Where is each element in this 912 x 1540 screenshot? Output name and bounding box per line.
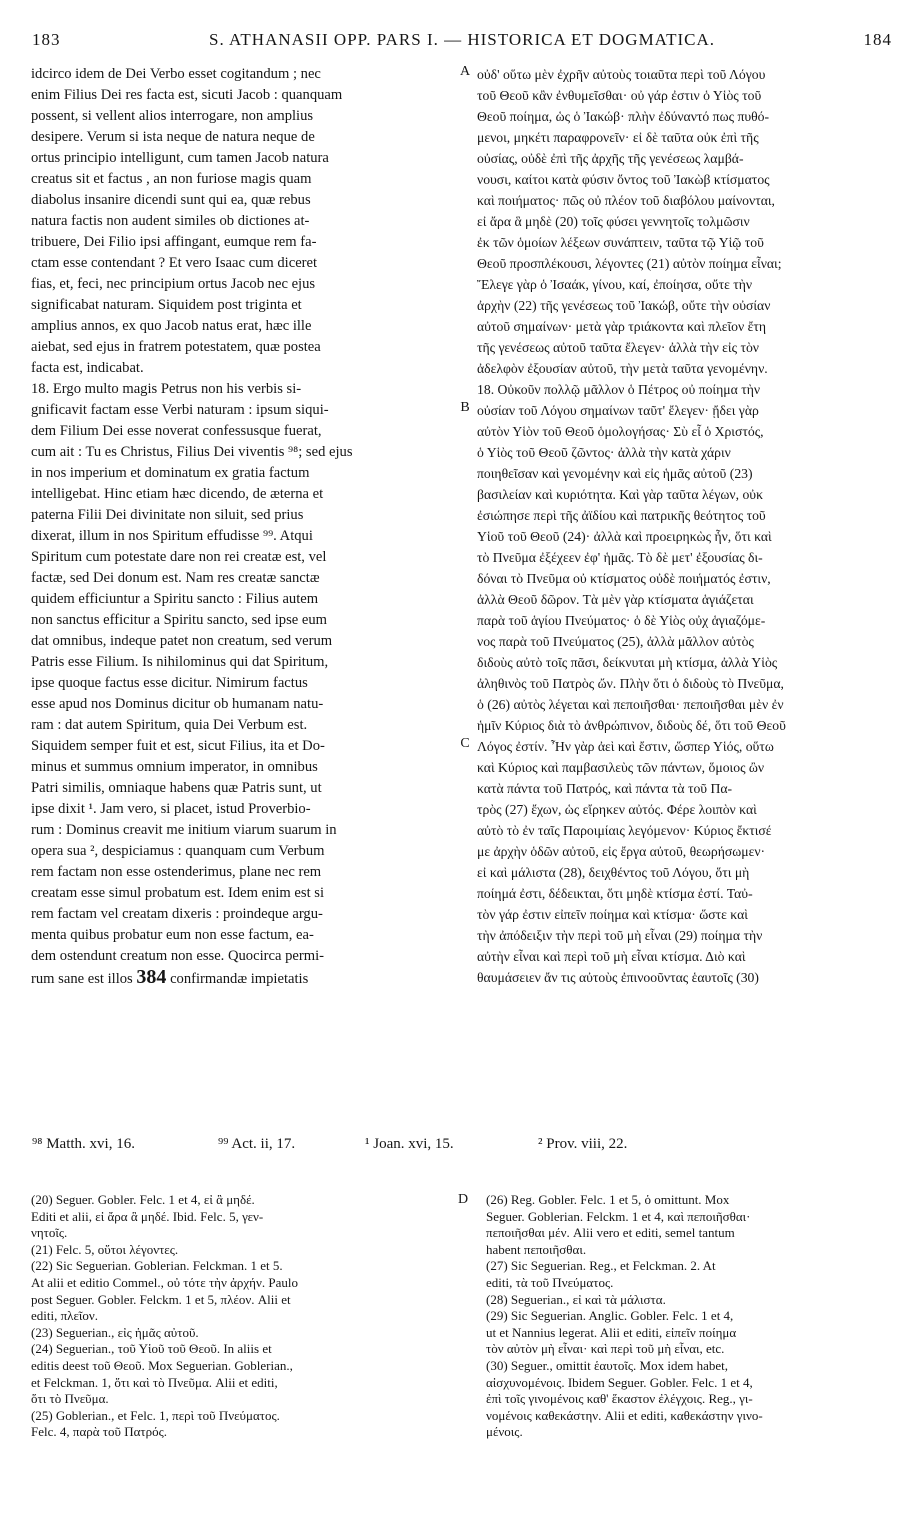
text-line: dat omnibus, indeque patet non creatum, sed verum: [31, 633, 333, 649]
text-line: διδοὺς αὐτὸ τοῖς πᾶσι, δείκνυται μὴ κτίσμα, ἀλλὰ Υἱὸς: [477, 655, 778, 670]
footnote-line: (25) Goblerian., et Felc. 1, περὶ τοῦ Πνεύματος.: [31, 1407, 280, 1423]
reference: ² Prov. viii, 22.: [538, 1136, 628, 1152]
footnote-line: (21) Felc. 5, οὕτοι λέγοντες.: [31, 1241, 179, 1257]
footnote-line: (27) Sic Seguerian. Reg., et Felckman. 2. At: [486, 1258, 716, 1274]
greek-column: [477, 64, 889, 988]
text-line: 18. Ergo multo magis Petrus non his verbis si-: [31, 381, 302, 397]
text-line: αὐτὸ τὸ ἐν ταῖς Παροιμίαις λεγόμενον· Κύριος ἔκτισέ: [477, 823, 772, 838]
marginal-page-number: 384: [136, 967, 167, 988]
text-line: cum ait : Tu es Christus, Filius Dei viventis ⁹⁸; sed ejus: [31, 444, 353, 460]
page-number-left: 183: [32, 30, 61, 49]
latin-column: [31, 64, 451, 988]
footnote-line: (20) Seguer. Gobler. Felc. 1 et 4, εἰ ἃ μηδέ.: [31, 1192, 255, 1207]
footnote-line: τὸν αὐτὸν μὴ εἶναι· καὶ περὶ τοῦ μὴ εἶναι, etc.: [486, 1341, 725, 1357]
text-line: παρὰ τοῦ ἁγίου Πνεύματος· ὁ δὲ Υἱὸς οὐχ ἁγιαζόμε-: [477, 613, 766, 628]
text-line: δόναι τὸ Πνεῦμα οὐ κτίσματος οὐδὲ ποιήματός ἐστιν,: [477, 571, 771, 586]
text-fragment: rum sane est illos: [31, 971, 133, 987]
footnote-line: ut et Nannius legerat. Alii et editi, εἰπεῖν ποίημα: [486, 1324, 737, 1340]
text-line: ἀδελφὸν ἐξουσίαν αὐτοῦ, τὴν μετὰ ταῦτα γενομένην.: [477, 361, 768, 376]
text-line: facta est, indicabat.: [31, 360, 144, 376]
text-line: esse apud nos Dominus dicitur ob humanam natu-: [31, 696, 324, 712]
text-line: Ἔλεγε γὰρ ὁ Ἰσαάκ, γίνου, καί, ἐποίησα, οὔτε τὴν: [477, 277, 753, 292]
text-line: οὐσίας, οὐδὲ ἐπὶ τῆς ἀρχῆς τῆς γενέσεως λαμβά-: [477, 151, 744, 166]
running-header: [32, 30, 892, 56]
footnote-line: (22) Sic Seguerian. Goblerian. Felckman. 1 et 5.: [31, 1258, 283, 1274]
text-line: diabolus insanire dicendi sunt qui ea, quæ rebus: [31, 192, 311, 208]
text-line: possent, si vellent alios interrogare, non amplius: [31, 108, 314, 124]
text-line: με ἀρχὴν ὁδῶν αὐτοῦ, εἰς ἔργα αὐτοῦ, θεωρήσωμεν·: [477, 844, 766, 859]
text-line: menta quibus probatur eum non esse factum, ea-: [31, 927, 314, 943]
text-line: aiebat, sed ejus in fratrem potestatem, quæ postea: [31, 339, 321, 355]
text-line: ποιηθεῖσαν καὶ γενομένην καὶ εἰς ἡμᾶς αὐτοῦ (23): [477, 466, 753, 481]
margin-marker-b: B: [460, 400, 470, 415]
text-line: ipse dixit ¹. Jam vero, si placet, istud Proverbio-: [31, 801, 311, 817]
scripture-references: [30, 1136, 890, 1158]
footnote-line: editis deest τοῦ Θεοῦ. Mox Seguerian. Goblerian.,: [31, 1357, 293, 1373]
footnote-line: habent πεποιῆσθαι.: [486, 1241, 587, 1257]
footnote-line: ἐπὶ τοῖς γινομένοις καθ' ἕκαστον ἐλέγχοις. Reg., γι-: [486, 1391, 753, 1407]
footnote-line: (29) Sic Seguerian. Anglic. Gobler. Felc. 1 et 4,: [486, 1308, 734, 1324]
text-line: non sanctus efficitur a Spiritu sancto, sed ipse eum: [31, 612, 328, 628]
text-line: ἀλλὰ Θεοῦ δῶρον. Τὰ μὲν γὰρ κτίσματα ἁγιάζεται: [477, 592, 754, 607]
text-line: Θεοῦ προσπλέκουσι, λέγοντες (21) αὐτὸν ποίημα εἶναι;: [477, 256, 782, 271]
text-line: Patris esse Filium. Is nihilominus qui dat Spiritum,: [31, 654, 329, 670]
text-line: μενοι, μηκέτι παραφρονεῖν· εἰ δὲ ταῦτα οὐκ ἐπὶ τῆς: [477, 130, 759, 145]
text-line: intelligebat. Hinc etiam hæc dicendo, de æterna et: [31, 486, 324, 502]
footnote-line: (28) Seguerian., εἰ καὶ τὰ μάλιστα.: [486, 1291, 666, 1307]
text-line: creatus sit et factus , an non furiose magis quam: [31, 171, 312, 187]
text-line: ἐσιώπησε περὶ τῆς ἀϊδίου καὶ πατρικῆς θεότητος τοῦ: [477, 508, 766, 523]
text-line: οὐδ' οὕτω μὲν ἐχρῆν αὐτοὺς τοιαῦτα περὶ τοῦ Λόγου: [477, 67, 766, 82]
text-line: enim Filius Dei res facta est, sicuti Jacob : quanquam: [31, 87, 343, 103]
text-line: quidem efficiuntur a Spiritu sancto : Filius autem: [31, 591, 319, 607]
margin-marker-c: C: [460, 736, 470, 751]
footnote-line: ὅτι τὸ Πνεῦμα.: [31, 1391, 109, 1407]
text-line: ἡμῖν Κύριος διὰ τὸ ἀνθρώπινον, διδοὺς δέ, ὅτι τοῦ Θεοῦ: [477, 718, 786, 733]
footnote-line: et Felckman. 1, ὅτι καὶ τὸ Πνεῦμα. Alii et editi,: [31, 1374, 278, 1390]
text-line: amplius annos, ex quo Jacob natus erat, hæc ille: [31, 318, 312, 334]
footnotes-left: [31, 1192, 471, 1441]
text-line: ram : dat autem Spiritum, quia Dei Verbum est.: [31, 717, 308, 733]
text-line: ἀληθινὸς τοῦ Πατρὸς ὤν. Πλὴν ὅτι ὁ διδοὺς τὸ Πνεῦμα,: [477, 676, 784, 691]
text-line: ὁ (26) αὐτὸς λέγεται καὶ πεποιῆσθαι· πεποιῆσθαι μὲν ἐν: [477, 697, 784, 712]
running-title: S. ATHANASII OPP. PARS I. — HISTORICA ET DOGMATICA.: [209, 30, 715, 49]
footnote-line: (24) Seguerian., τοῦ Υἱοῦ τοῦ Θεοῦ. In aliis et: [31, 1341, 272, 1357]
text-line: ortus principio intelligunt, cum tamen Jacob natura: [31, 150, 329, 166]
text-line: creatam esse simul probatum est. Idem enim est si: [31, 885, 325, 901]
footnote-line: πεποιῆσθαι μέν. Alii vero et editi, semel tantum: [486, 1225, 735, 1241]
text-line: τοῦ Θεοῦ κἂν ἐνθυμεῖσθαι· οὐ γάρ ἐστιν ὁ Υἱὸς τοῦ: [477, 88, 762, 103]
text-line: significabat naturam. Siquidem post triginta et: [31, 297, 302, 313]
text-line: βασιλείαν καὶ κυριότητα. Καὶ γὰρ ταῦτα λέγων, οὐκ: [477, 487, 763, 502]
footnote-line: (30) Seguer., omittit ἑαυτοῖς. Mox idem habet,: [486, 1357, 728, 1373]
footnote-line: editi, πλεῖον.: [31, 1308, 99, 1324]
footnote-line: Felc. 4, παρὰ τοῦ Πατρός.: [31, 1424, 168, 1440]
text-line: rem factam vel creatam dixeris : proindeque argu-: [31, 906, 323, 922]
text-line: εἰ καὶ μάλιστα (28), δειχθέντος τοῦ Λόγου, ὅτι μὴ: [477, 865, 750, 880]
page-number-right: 184: [863, 30, 892, 49]
text-line: desipere. Verum si ista neque de natura neque de: [31, 129, 315, 145]
text-line: ποίημά ἐστι, δέδεικται, ὅτι μηδὲ κτίσμα ἐστί. Ταὐ-: [477, 886, 753, 901]
text-line: αὐτὴν εἶναι καὶ περὶ τοῦ μὴ εἶναι κτίσμα. Διὸ καὶ: [477, 949, 746, 964]
text-line: τρὸς (27) ἔχων, ὡς εἴρηκεν αὐτός. Φέρε λοιπὸν καὶ: [477, 802, 757, 817]
text-line: ὁ Υἱὸς τοῦ Θεοῦ ζῶντος· ἀλλὰ τὴν κατὰ χάριν: [477, 445, 731, 460]
footnote-line: νομένοις καθεκάστην. Alii et editi, καθεκάστην γινο-: [486, 1407, 763, 1423]
footnote-line: μένοις.: [486, 1424, 523, 1440]
text-line: idcirco idem de Dei Verbo esset cogitandum ; nec: [31, 66, 321, 82]
text-line: κατὰ πάντα τοῦ Πατρός, καὶ πάντα τὰ τοῦ Πα-: [477, 781, 733, 796]
text-line: dem Filium Dei esse noverat confessusque fuerat,: [31, 423, 322, 439]
text-line: dixerat, illum in nos Spiritum effudisse ⁹⁹. Atqui: [31, 528, 313, 544]
text-line: τὴν ἀπόδειξιν τὴν περὶ τοῦ μὴ εἶναι (29) ποίημα τὴν: [477, 928, 763, 943]
reference: ⁹⁹ Act. ii, 17.: [218, 1136, 296, 1152]
footnote-line: αἰσχυνομένοις. Ibidem Seguer. Gobler. Felc. 1 et 4,: [486, 1374, 753, 1390]
text-line: νουσι, καίτοι κατὰ φύσιν ὄντος τοῦ Ἰακὼβ κτίσματος: [477, 172, 770, 187]
text-line: Siquidem semper fuit et est, sicut Filius, ita et Do-: [31, 738, 325, 754]
text-line: tribuere, Dei Filio ipsi affingant, eumque rem fa-: [31, 234, 317, 250]
text-line: opera sua ², despiciamus : quanquam cum Verbum: [31, 843, 325, 859]
text-line: καὶ Κύριος καὶ παμβασιλεὺς τῶν πάντων, ὅμοιος ὢν: [477, 760, 765, 775]
margin-marker-a: A: [459, 64, 471, 79]
margin-marker-d: D: [458, 1192, 469, 1207]
text-line: ἀρχὴν (22) τῆς γενέσεως τοῦ Ἰακώβ, οὔτε τὴν οὐσίαν: [477, 298, 771, 313]
text-line: τῆς γενέσεως αὐτοῦ ταῦτα ἔλεγεν· ἀλλὰ τὴν εἰς τὸν: [477, 340, 759, 355]
text-line: τὸ Πνεῦμα ἐξέχεεν ἐφ' ἡμᾶς. Τὸ δὲ μετ' ἐξουσίας δι-: [477, 550, 763, 565]
text-line: καὶ ποιήματος· πῶς οὐ πλέον τοῦ διαβόλου μαίνονται,: [477, 193, 775, 208]
text-line: ἐκ τῶν ὁμοίων λέξεων συνάπτειν, ταῦτα τῷ Υἱῷ τοῦ: [477, 235, 764, 250]
text-line: ipse quoque factus esse dicitur. Nimirum factus: [31, 675, 308, 691]
text-line: αὐτοῦ σημαίνων· μετὰ γὰρ τριάκοντα καὶ πλεῖον ἔτη: [477, 319, 767, 334]
footnote-line: Seguer. Goblerian. Felckm. 1 et 4, καὶ πεποιῆσθαι·: [486, 1208, 751, 1224]
text-line: in nos imperium et dominatum ex gratia factum: [31, 465, 310, 481]
text-line: rum : Dominus creavit me initium viarum suarum in: [31, 822, 337, 838]
footnote-line: post Seguer. Gobler. Felckm. 1 et 5, πλέον. Alii et: [31, 1291, 291, 1307]
text-line: fias, et, feci, nec principium ortus Jacob nec ejus: [31, 276, 316, 292]
text-fragment: confirmandæ impietatis: [170, 971, 309, 987]
text-line: οὐσίαν τοῦ Λόγου σημαίνων ταῦτ' ἔλεγεν· ᾔδει γὰρ: [477, 403, 759, 418]
reference: ⁹⁸ Matth. xvi, 16.: [32, 1136, 135, 1152]
text-line: εἰ ἄρα ἃ μηδὲ (20) τοῖς φύσει γεννητοῖς τολμῶσιν: [477, 214, 750, 229]
text-line: gnificavit factam esse Verbi naturam : ipsum siqui-: [31, 402, 329, 418]
footnote-line: At alii et editio Commel., οὐ τότε τὴν ἀρχήν. Paulo: [31, 1274, 298, 1290]
text-line: Λόγος ἐστίν. Ἦν γὰρ ἀεὶ καὶ ἔστιν, ὥσπερ Υἱός, οὕτω: [477, 739, 774, 754]
text-line: Spiritum cum potestate dare non rei creatæ est, vel: [31, 549, 327, 565]
footnote-line: (23) Seguerian., εἰς ἡμᾶς αὐτοῦ.: [31, 1324, 199, 1340]
text-line: minus et summus omnium imperator, in omnibus: [31, 759, 318, 775]
footnote-line: editi, τὰ τοῦ Πνεύματος.: [486, 1274, 614, 1290]
text-line: dem ostendunt creatum non esse. Quocirca permi-: [31, 948, 324, 964]
footnote-line: Editi et alii, εἰ ἄρα ἃ μηδέ. Ibid. Felc. 5, γεν-: [31, 1208, 264, 1224]
footnotes-right: [486, 1192, 894, 1441]
text-line: νος παρὰ τοῦ Πνεύματος (25), ἀλλὰ μᾶλλον αὐτὸς: [477, 634, 754, 649]
text-line: Patri similis, omniaque habens quæ Patris sunt, ut: [31, 780, 322, 796]
text-line: [31, 967, 451, 988]
text-line: θαυμάσειεν ἄν τις αὐτοὺς ἐπινοοῦντας ἑαυτοῖς (30): [477, 970, 759, 985]
text-line: αὐτὸν Υἱὸν τοῦ Θεοῦ ὁμολογήσας· Σὺ εἶ ὁ Χριστός,: [477, 424, 764, 439]
text-line: Θεοῦ ποίημα, ὡς ὁ Ἰακώβ· πλὴν ἐδύναντό πως πυθό-: [477, 109, 770, 124]
reference: ¹ Joan. xvi, 15.: [365, 1136, 454, 1152]
text-line: factæ, sed Dei donum est. Nam res creatæ sanctæ: [31, 570, 320, 586]
footnote-line: (26) Reg. Gobler. Felc. 1 et 5, ὁ omittunt. Mox: [486, 1192, 730, 1207]
text-line: ctam esse contendant ? Et vero Isaac cum diceret: [31, 255, 318, 271]
text-line: rem factam non esse ostenderimus, plane nec rem: [31, 864, 322, 880]
text-line: τὸν γάρ ἐστιν εἰπεῖν ποίημα καὶ κτίσμα· ὥστε καὶ: [477, 907, 748, 922]
footnote-line: νητοῖς.: [31, 1225, 68, 1241]
text-line: Υἱοῦ τοῦ Θεοῦ (24)· ἀλλὰ καὶ προειρηκὼς ἦν, ὅτι καὶ: [477, 529, 772, 544]
text-line: 18. Οὐκοῦν πολλῷ μᾶλλον ὁ Πέτρος οὐ ποίημα τὴν: [477, 382, 761, 397]
text-line: paterna Filii Dei divinitate non siluit, sed prius: [31, 507, 304, 523]
text-line: natura factis non audent similes ob dictiones at-: [31, 213, 310, 229]
